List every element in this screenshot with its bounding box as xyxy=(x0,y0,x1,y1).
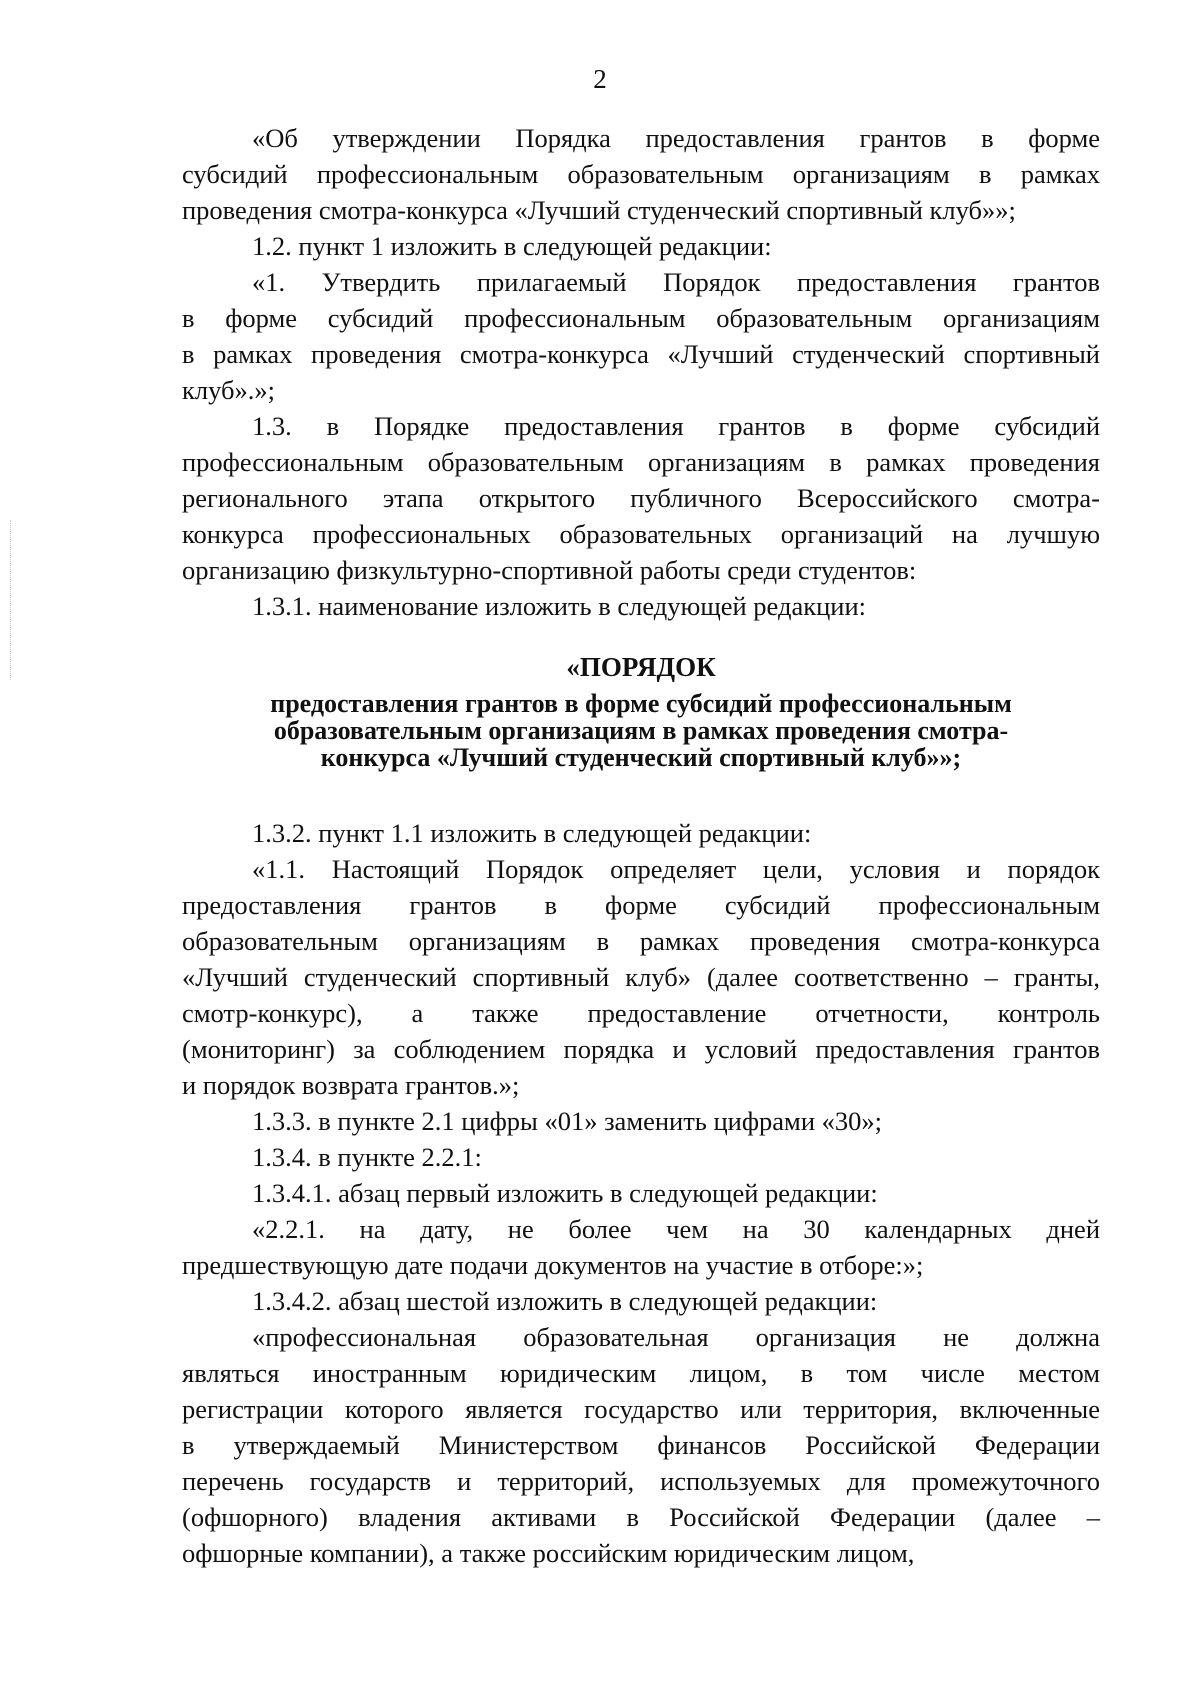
order-heading-subtitle-line: образовательным организациям в рамках проведения смотра- xyxy=(273,716,1009,745)
paragraph xyxy=(182,228,1100,264)
paragraph xyxy=(182,1103,1100,1139)
text-line: предшествующую дате подачи документов на участие в отборе:»; xyxy=(182,1250,924,1280)
paragraph xyxy=(182,1211,1100,1283)
text-line: являться иностранным юридическим лицом, в том числе местом xyxy=(182,1358,1100,1388)
text-line: 1.3. в Порядке предоставления грантов в форме субсидий xyxy=(252,411,1100,441)
text-line: «1. Утвердить прилагаемый Порядок предоставления грантов xyxy=(252,267,1100,297)
text-line: в утверждаемый Министерством финансов Российской Федерации xyxy=(182,1430,1100,1460)
paragraph xyxy=(182,851,1100,1103)
text-line: смотр-конкурс), а также предоставление отчетности, контроль xyxy=(182,998,1100,1028)
text-line: 1.2. пункт 1 изложить в следующей редакции: xyxy=(252,231,772,261)
text-line: 1.3.4.2. абзац шестой изложить в следующей редакции: xyxy=(252,1286,878,1316)
text-line: проведения смотра-конкурса «Лучший студенческий спортивный клуб»»; xyxy=(182,195,1016,225)
text-line: 1.3.3. в пункте 2.1 цифры «01» заменить цифрами «30»; xyxy=(252,1106,882,1136)
text-line: (мониторинг) за соблюдением порядка и условий предоставления грантов xyxy=(182,1034,1100,1064)
paragraph xyxy=(182,408,1100,588)
paragraph xyxy=(182,264,1100,408)
order-heading-subtitle-line: конкурса «Лучший студенческий спортивный клуб»»; xyxy=(320,743,962,772)
text-line: «2.2.1. на дату, не более чем на 30 календарных дней xyxy=(252,1214,1100,1244)
order-heading-subtitle-line: предоставления грантов в форме субсидий профессиональным xyxy=(270,689,1012,718)
text-line: предоставления грантов в форме субсидий профессиональным xyxy=(182,890,1100,920)
paragraph xyxy=(182,815,1100,851)
scan-edge-mark xyxy=(10,520,12,680)
spacer xyxy=(182,771,1100,815)
text-line: в рамках проведения смотра-конкурса «Лучший студенческий спортивный xyxy=(182,339,1100,369)
text-line: «1.1. Настоящий Порядок определяет цели, условия и порядок xyxy=(252,854,1100,884)
paragraph xyxy=(182,1175,1100,1211)
paragraph xyxy=(182,1283,1100,1319)
paragraph xyxy=(182,588,1100,624)
text-line: и порядок возврата грантов.»; xyxy=(182,1070,520,1100)
text-line: «Об утверждении Порядка предоставления грантов в форме xyxy=(252,123,1100,153)
text-line: конкурса профессиональных образовательных организаций на лучшую xyxy=(182,519,1100,549)
paragraph xyxy=(182,1319,1100,1571)
text-line: в форме субсидий профессиональным образовательным организациям xyxy=(182,303,1100,333)
text-line: (офшорного) владения активами в Российской Федерации (далее – xyxy=(182,1502,1100,1532)
paragraphs-top xyxy=(182,120,1100,624)
paragraphs-bottom xyxy=(182,815,1100,1571)
text-line: 1.3.4.1. абзац первый изложить в следующей редакции: xyxy=(252,1178,878,1208)
text-line: профессиональным образовательным организациям в рамках проведения xyxy=(182,447,1100,477)
text-line: офшорные компании), а также российским юридическим лицом, xyxy=(182,1538,915,1568)
text-line: 1.3.4. в пункте 2.2.1: xyxy=(252,1142,482,1172)
text-line: перечень государств и территорий, используемых для промежуточного xyxy=(182,1466,1100,1496)
text-line: клуб».»; xyxy=(182,375,275,405)
page-number: 2 xyxy=(593,64,607,94)
text-line: 1.3.2. пункт 1.1 изложить в следующей редакции: xyxy=(252,818,812,848)
order-heading-subtitle xyxy=(182,690,1100,771)
paragraph xyxy=(182,120,1100,228)
text-line: организацию физкультурно-спортивной работы среди студентов: xyxy=(182,555,917,585)
text-line: регионального этапа открытого публичного Всероссийского смотра- xyxy=(182,483,1100,513)
text-line: образовательным организациям в рамках проведения смотра-конкурса xyxy=(182,926,1100,956)
paragraph xyxy=(182,1139,1100,1175)
text-line: «профессиональная образовательная организация не должна xyxy=(252,1322,1100,1352)
text-line: «Лучший студенческий спортивный клуб» (далее соответственно – гранты, xyxy=(182,962,1100,992)
text-line: 1.3.1. наименование изложить в следующей редакции: xyxy=(252,591,866,621)
text-line: субсидий профессиональным образовательным организациям в рамках xyxy=(182,159,1100,189)
order-heading xyxy=(182,650,1100,771)
text-line: регистрации которого является государство или территория, включенные xyxy=(182,1394,1100,1424)
document-body xyxy=(182,120,1100,1571)
order-heading-title: «ПОРЯДОК xyxy=(566,652,716,682)
